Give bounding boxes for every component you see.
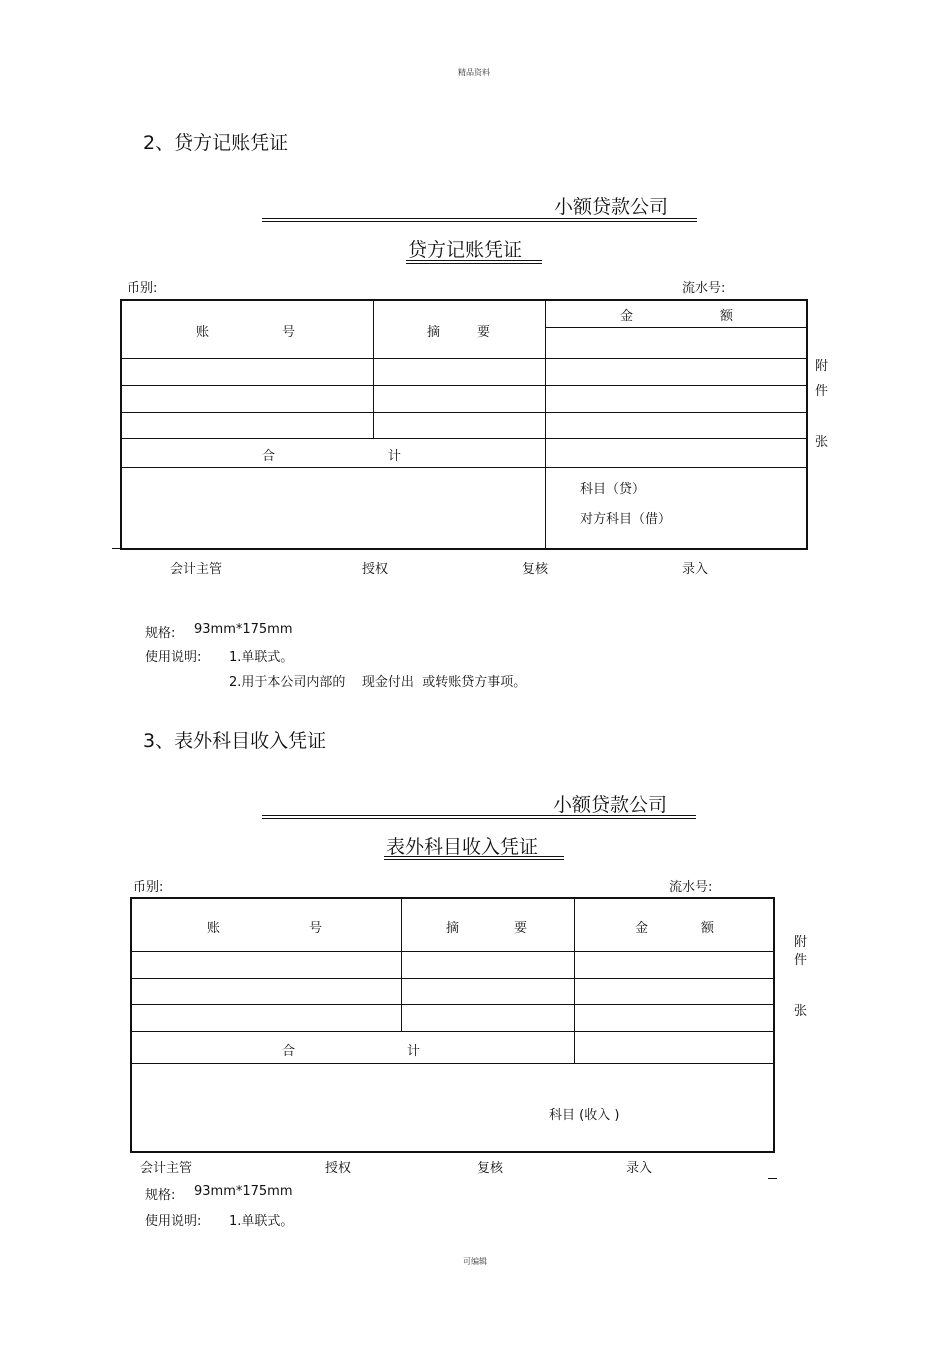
serial-number-label: 流水号:	[669, 880, 713, 895]
company-name: 小额贷款公司	[554, 196, 669, 218]
column-header-summary: 摘	[446, 921, 460, 936]
usage-label: 使用说明:	[145, 1214, 202, 1229]
column-header-summary: 摘	[427, 325, 441, 340]
signature-accounting-supervisor: 会计主管	[140, 1161, 193, 1176]
spec-label: 规格:	[145, 626, 176, 641]
column-header-account-2: 号	[309, 921, 323, 936]
spec-value: 93mm*175mm	[194, 1184, 293, 1199]
voucher-title-underline-2	[384, 859, 564, 860]
company-underline-2	[262, 221, 697, 222]
section-title-off-balance-income: 3、表外科目收入凭证	[143, 730, 327, 752]
spec-value: 93mm*175mm	[194, 622, 293, 637]
column-header-account: 账	[196, 325, 210, 340]
attachment-count-label: 张	[815, 435, 829, 450]
total-label-2: 计	[388, 449, 402, 464]
attachment-label: 附	[794, 935, 808, 950]
signature-authorization: 授权	[325, 1161, 352, 1176]
column-header-account-2: 号	[282, 325, 296, 340]
signature-review: 复核	[522, 562, 549, 577]
attachment-count-label: 张	[794, 1004, 808, 1019]
signature-entry: 录入	[682, 562, 709, 577]
subject-income-label: 科目 (收入 )	[549, 1108, 620, 1123]
attachment-label: 附	[815, 359, 829, 374]
company-underline-2	[262, 818, 696, 819]
signature-entry: 录入	[626, 1161, 653, 1176]
column-header-amount-2: 额	[701, 921, 715, 936]
voucher-title-underline	[406, 260, 542, 261]
header-note: 精品资料	[458, 68, 490, 77]
spec-label: 规格:	[145, 1188, 176, 1203]
company-underline	[262, 218, 697, 219]
column-header-amount: 金	[635, 921, 649, 936]
company-name: 小额贷款公司	[553, 794, 668, 816]
total-label: 合	[282, 1044, 296, 1059]
currency-label: 币别:	[133, 880, 164, 895]
column-header-amount-2: 额	[720, 309, 734, 324]
attachment-label-2: 件	[794, 953, 808, 968]
usage-item: 1.单联式。	[229, 1214, 294, 1229]
company-underline	[262, 815, 696, 816]
usage-label: 使用说明:	[145, 650, 202, 665]
column-header-amount: 金	[620, 309, 634, 324]
footer-note: 可编辑	[463, 1257, 487, 1266]
subject-credit-label: 科目（贷）	[580, 482, 646, 497]
signature-review: 复核	[477, 1161, 504, 1176]
currency-label: 币别:	[127, 281, 158, 296]
signature-authorization: 授权	[362, 562, 389, 577]
section-title-credit-voucher: 2、贷方记账凭证	[143, 132, 289, 154]
voucher-title: 贷方记账凭证	[408, 239, 523, 261]
voucher-title-underline	[384, 856, 564, 857]
usage-item: 1.单联式。	[229, 650, 294, 665]
usage-item: 2.用于本公司内部的 现金付出 或转账贷方事项。	[229, 675, 527, 690]
total-label-2: 计	[407, 1044, 421, 1059]
column-header-summary-2: 要	[477, 325, 491, 340]
voucher-table	[120, 299, 808, 550]
total-label: 合	[262, 449, 276, 464]
column-header-account: 账	[207, 921, 221, 936]
voucher-title-underline-2	[406, 263, 542, 264]
signature-accounting-supervisor: 会计主管	[170, 562, 223, 577]
voucher-title: 表外科目收入凭证	[386, 836, 539, 858]
counter-subject-debit-label: 对方科目（借）	[580, 512, 672, 527]
serial-number-label: 流水号:	[682, 281, 726, 296]
column-header-summary-2: 要	[514, 921, 528, 936]
attachment-label-2: 件	[815, 384, 829, 399]
